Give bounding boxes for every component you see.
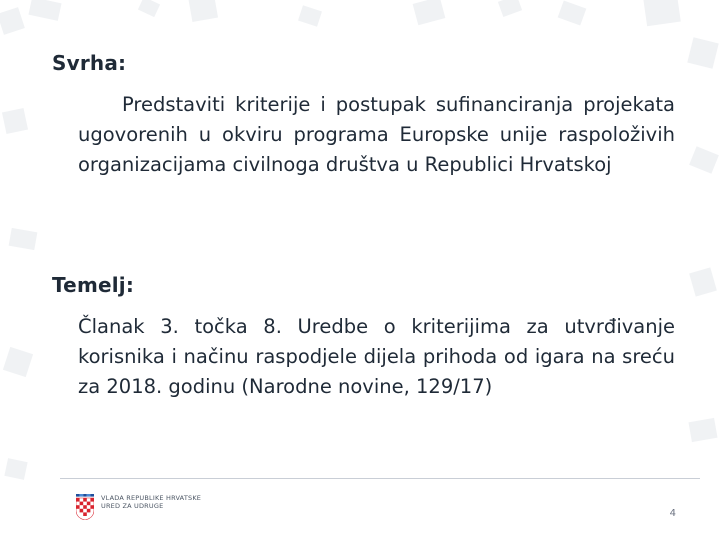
logo-line-office: URED ZA UDRUGE [101, 502, 164, 510]
page-number: 4 [669, 508, 676, 519]
footer-divider [60, 478, 700, 479]
purpose-text: Predstaviti kriterije i postupak sufinanciranja projekata ugovorenih u okviru programa Europske unije raspoloživih organizacijama civilnoga društva u Republici Hrvatskoj [78, 93, 675, 176]
basis-heading: Temelj: [52, 273, 135, 297]
purpose-heading: Svrha: [52, 51, 127, 75]
government-logo [76, 494, 201, 520]
basis-text: Članak 3. točka 8. Uredbe o kriterijima za utvrđivanje korisnika i načinu raspodjele dijela prihoda od igara na sreću za 2018. godinu (Narodne novine, 129/17) [78, 315, 675, 398]
croatian-crest-icon [76, 494, 94, 520]
logo-line-government: VLADA REPUBLIKE HRVATSKE [101, 494, 202, 502]
